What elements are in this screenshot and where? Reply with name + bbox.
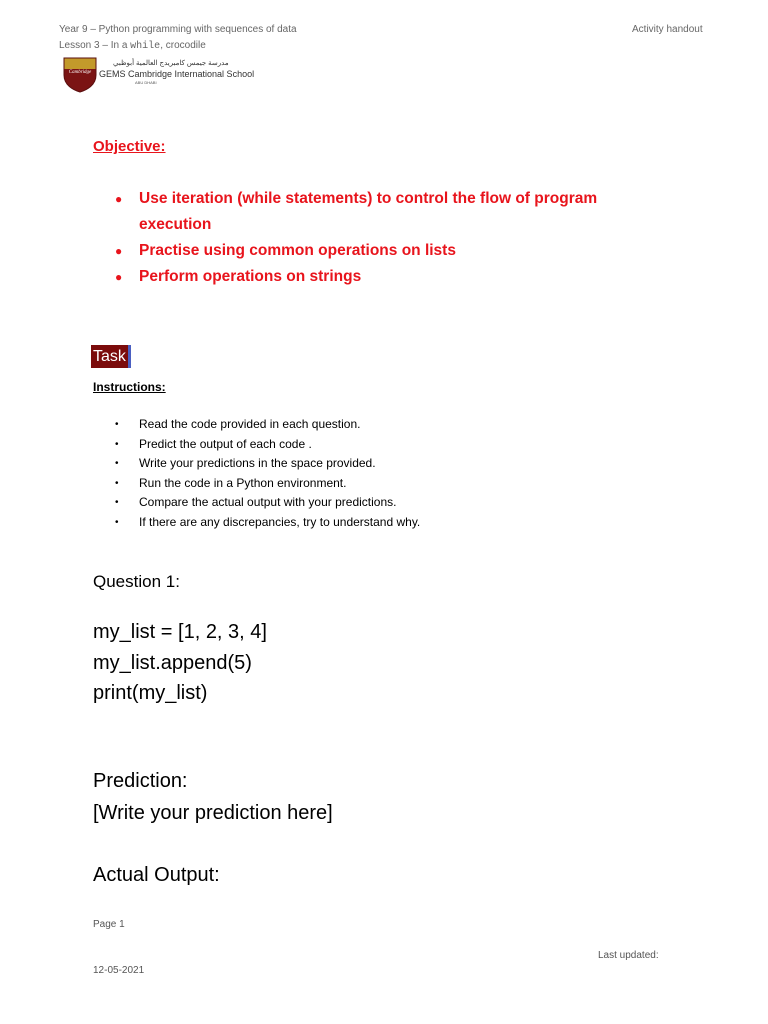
instruction-item: • Run the code in a Python environment. bbox=[93, 474, 613, 494]
bullet-icon: • bbox=[115, 419, 119, 430]
bullet-icon: ● bbox=[115, 270, 123, 284]
school-name-arabic: مدرسة جيمس كامبريدج العالمية أبوظبي bbox=[113, 60, 229, 67]
school-name: GEMS Cambridge International School bbox=[99, 69, 255, 79]
code-line: print(my_list) bbox=[93, 682, 208, 704]
bullet-icon: • bbox=[115, 438, 119, 450]
bullet-icon: • bbox=[115, 458, 119, 470]
school-city: ABU DHABI bbox=[135, 80, 157, 85]
bullet-icon: • bbox=[115, 477, 119, 489]
task-label: Task bbox=[91, 345, 128, 368]
objective-item: ● Use iteration (while statements) to control the flow of program bbox=[93, 186, 673, 212]
bullet-icon: ● bbox=[115, 192, 123, 206]
objective-item: ● Practise using common operations on lists bbox=[93, 238, 673, 264]
instruction-item: • Compare the actual output with your predictions. bbox=[93, 493, 613, 513]
course-title: Year 9 – Python programming with sequences of data bbox=[59, 24, 297, 35]
instruction-item: • Predict the output of each code . bbox=[93, 435, 613, 455]
bullet-icon: ● bbox=[115, 244, 123, 258]
last-updated-label: Last updated: bbox=[598, 950, 659, 961]
last-updated-date: 12-05-2021 bbox=[93, 965, 145, 976]
lesson-keyword: while bbox=[130, 41, 161, 52]
code-line: my_list = [1, 2, 3, 4] bbox=[93, 621, 267, 643]
instruction-item: • Write your predictions in the space provided. bbox=[93, 454, 613, 474]
school-logo bbox=[63, 57, 263, 97]
page-number: Page 1 bbox=[93, 919, 125, 930]
shield-text: Cambridge bbox=[68, 70, 92, 75]
lesson-title bbox=[59, 40, 206, 52]
bullet-icon: • bbox=[115, 516, 119, 528]
objective-item: ● Perform operations on strings bbox=[93, 264, 673, 290]
actual-output-heading: Actual Output: bbox=[93, 864, 220, 886]
instruction-item: • If there are any discrepancies, try to understand why. bbox=[93, 513, 613, 533]
objective-heading: Objective: bbox=[93, 138, 166, 155]
bullet-icon: • bbox=[115, 497, 119, 509]
question-title: Question 1: bbox=[93, 572, 180, 591]
code-line: my_list.append(5) bbox=[93, 651, 252, 674]
lesson-prefix: Lesson 3 – In a bbox=[59, 40, 131, 51]
objective-item-continued: execution bbox=[139, 216, 212, 233]
document-type: Activity handout bbox=[632, 24, 703, 35]
instructions-list bbox=[93, 415, 613, 533]
instruction-item: • Read the code provided in each question. bbox=[93, 415, 613, 435]
objective-list bbox=[93, 186, 673, 290]
instructions-heading: Instructions: bbox=[93, 380, 166, 394]
prediction-heading: Prediction: bbox=[93, 770, 188, 792]
prediction-field[interactable]: [Write your prediction here] bbox=[93, 802, 333, 824]
lesson-suffix: , crocodile bbox=[160, 40, 206, 51]
code-block bbox=[93, 617, 267, 709]
shield-icon bbox=[63, 57, 97, 93]
